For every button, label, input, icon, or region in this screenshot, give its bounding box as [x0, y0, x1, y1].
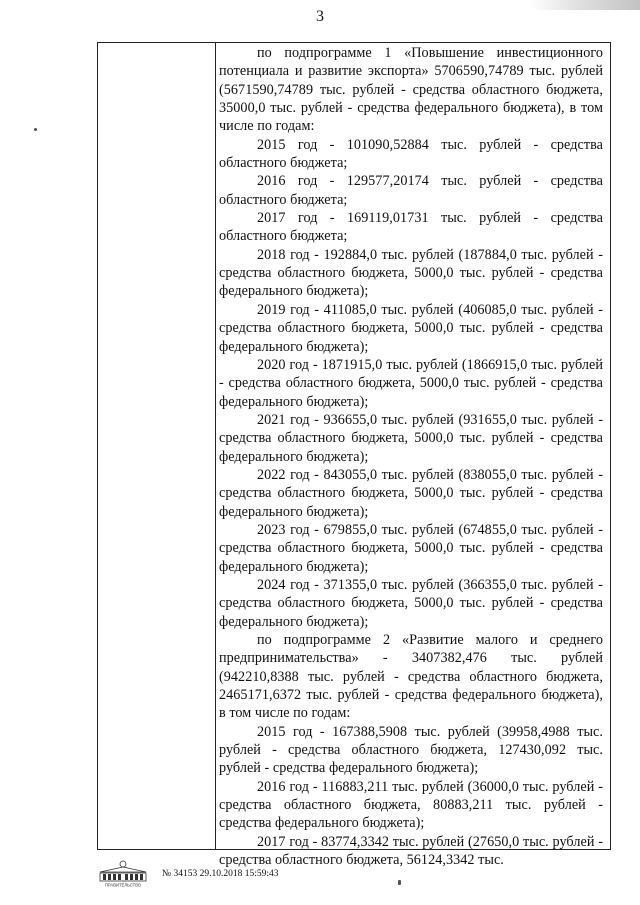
paragraph-subprogram-1: по подпрограмме 1 «Повышение инвестиционного потенциала и развитие экспорта» 5706590,74789 тыс. рублей (5671590,74789 тыс. рублей - средства областного бюджета, 35000,0 тыс. рублей - средства федерального бюджета), в том числе по годам: — [219, 45, 603, 135]
svg-text:ПРАВИТЕЛЬСТВО: ПРАВИТЕЛЬСТВО — [104, 882, 142, 888]
registration-stamp: № 34153 29.10.2018 15:59:43 — [162, 869, 279, 879]
paragraph-sp1-2020: 2020 год - 1871915,0 тыс. рублей (1866915,0 тыс. рублей - средства областного бюджета, 5000,0 тыс. рублей - средства федерального бюджета); — [219, 356, 603, 410]
paragraph-sp1-2019: 2019 год - 411085,0 тыс. рублей (406085,0 тыс. рублей - средства областного бюджета, 5000,0 тыс. рублей - средства федерального бюджета); — [219, 301, 603, 355]
table-label-column — [98, 43, 216, 849]
paragraph-sp1-2018: 2018 год - 192884,0 тыс. рублей (187884,0 тыс. рублей - средства областного бюджета, 5000,0 тыс. рублей - средства федерального бюджета); — [219, 246, 603, 300]
paragraph-subprogram-2: по подпрограмме 2 «Развитие малого и среднего предпринимательства» - 3407382,476 тыс. рублей (942210,8388 тыс. рублей - средства областного бюджета, 2465171,6372 тыс. рублей - средства федерального бюджета), в том числе по годам: — [219, 632, 603, 722]
table-content-column — [216, 43, 610, 869]
paragraph-sp2-2016: 2016 год - 116883,211 тыс. рублей (36000,0 тыс. рублей - средства областного бюджета, 80883,211 тыс. рублей - средства федерального бюджета); — [219, 778, 603, 832]
program-table — [97, 42, 611, 869]
paragraph-sp1-2022: 2022 год - 843055,0 тыс. рублей (838055,0 тыс. рублей - средства областного бюджета, 5000,0 тыс. рублей - средства федерального бюджета); — [219, 466, 603, 520]
paragraph-sp2-2017: 2017 год - 83774,3342 тыс. рублей (27650,0 тыс. рублей - средства областного бюджета, 56124,3342 тыс. — [219, 833, 603, 869]
paragraph-sp1-2015: 2015 год - 101090,52884 тыс. рублей - средства областного бюджета; — [219, 136, 603, 172]
page-number: 3 — [316, 8, 324, 25]
government-building-logo-icon — [94, 858, 152, 888]
paragraph-sp1-2023: 2023 год - 679855,0 тыс. рублей (674855,0 тыс. рублей - средства областного бюджета, 5000,0 тыс. рублей - средства федерального бюджета); — [219, 521, 603, 575]
paragraph-sp1-2021: 2021 год - 936655,0 тыс. рублей (931655,0 тыс. рублей - средства областного бюджета, 5000,0 тыс. рублей - средства федерального бюджета); — [219, 411, 603, 465]
paragraph-sp1-2024: 2024 год - 371355,0 тыс. рублей (366355,0 тыс. рублей - средства областного бюджета, 5000,0 тыс. рублей - средства федерального бюджета); — [219, 576, 603, 630]
footer — [94, 858, 394, 888]
scan-speck — [398, 880, 401, 885]
scan-speck — [34, 128, 37, 131]
paragraph-sp1-2017: 2017 год - 169119,01731 тыс. рублей - средства областного бюджета; — [219, 210, 603, 245]
paragraph-sp2-2015: 2015 год - 167388,5908 тыс. рублей (39958,4988 тыс. рублей - средства областного бюджета, 127430,092 тыс. рублей - средства федерального бюджета); — [219, 723, 603, 777]
paragraph-sp1-2016: 2016 год - 129577,20174 тыс. рублей - средства областного бюджета; — [219, 173, 603, 208]
